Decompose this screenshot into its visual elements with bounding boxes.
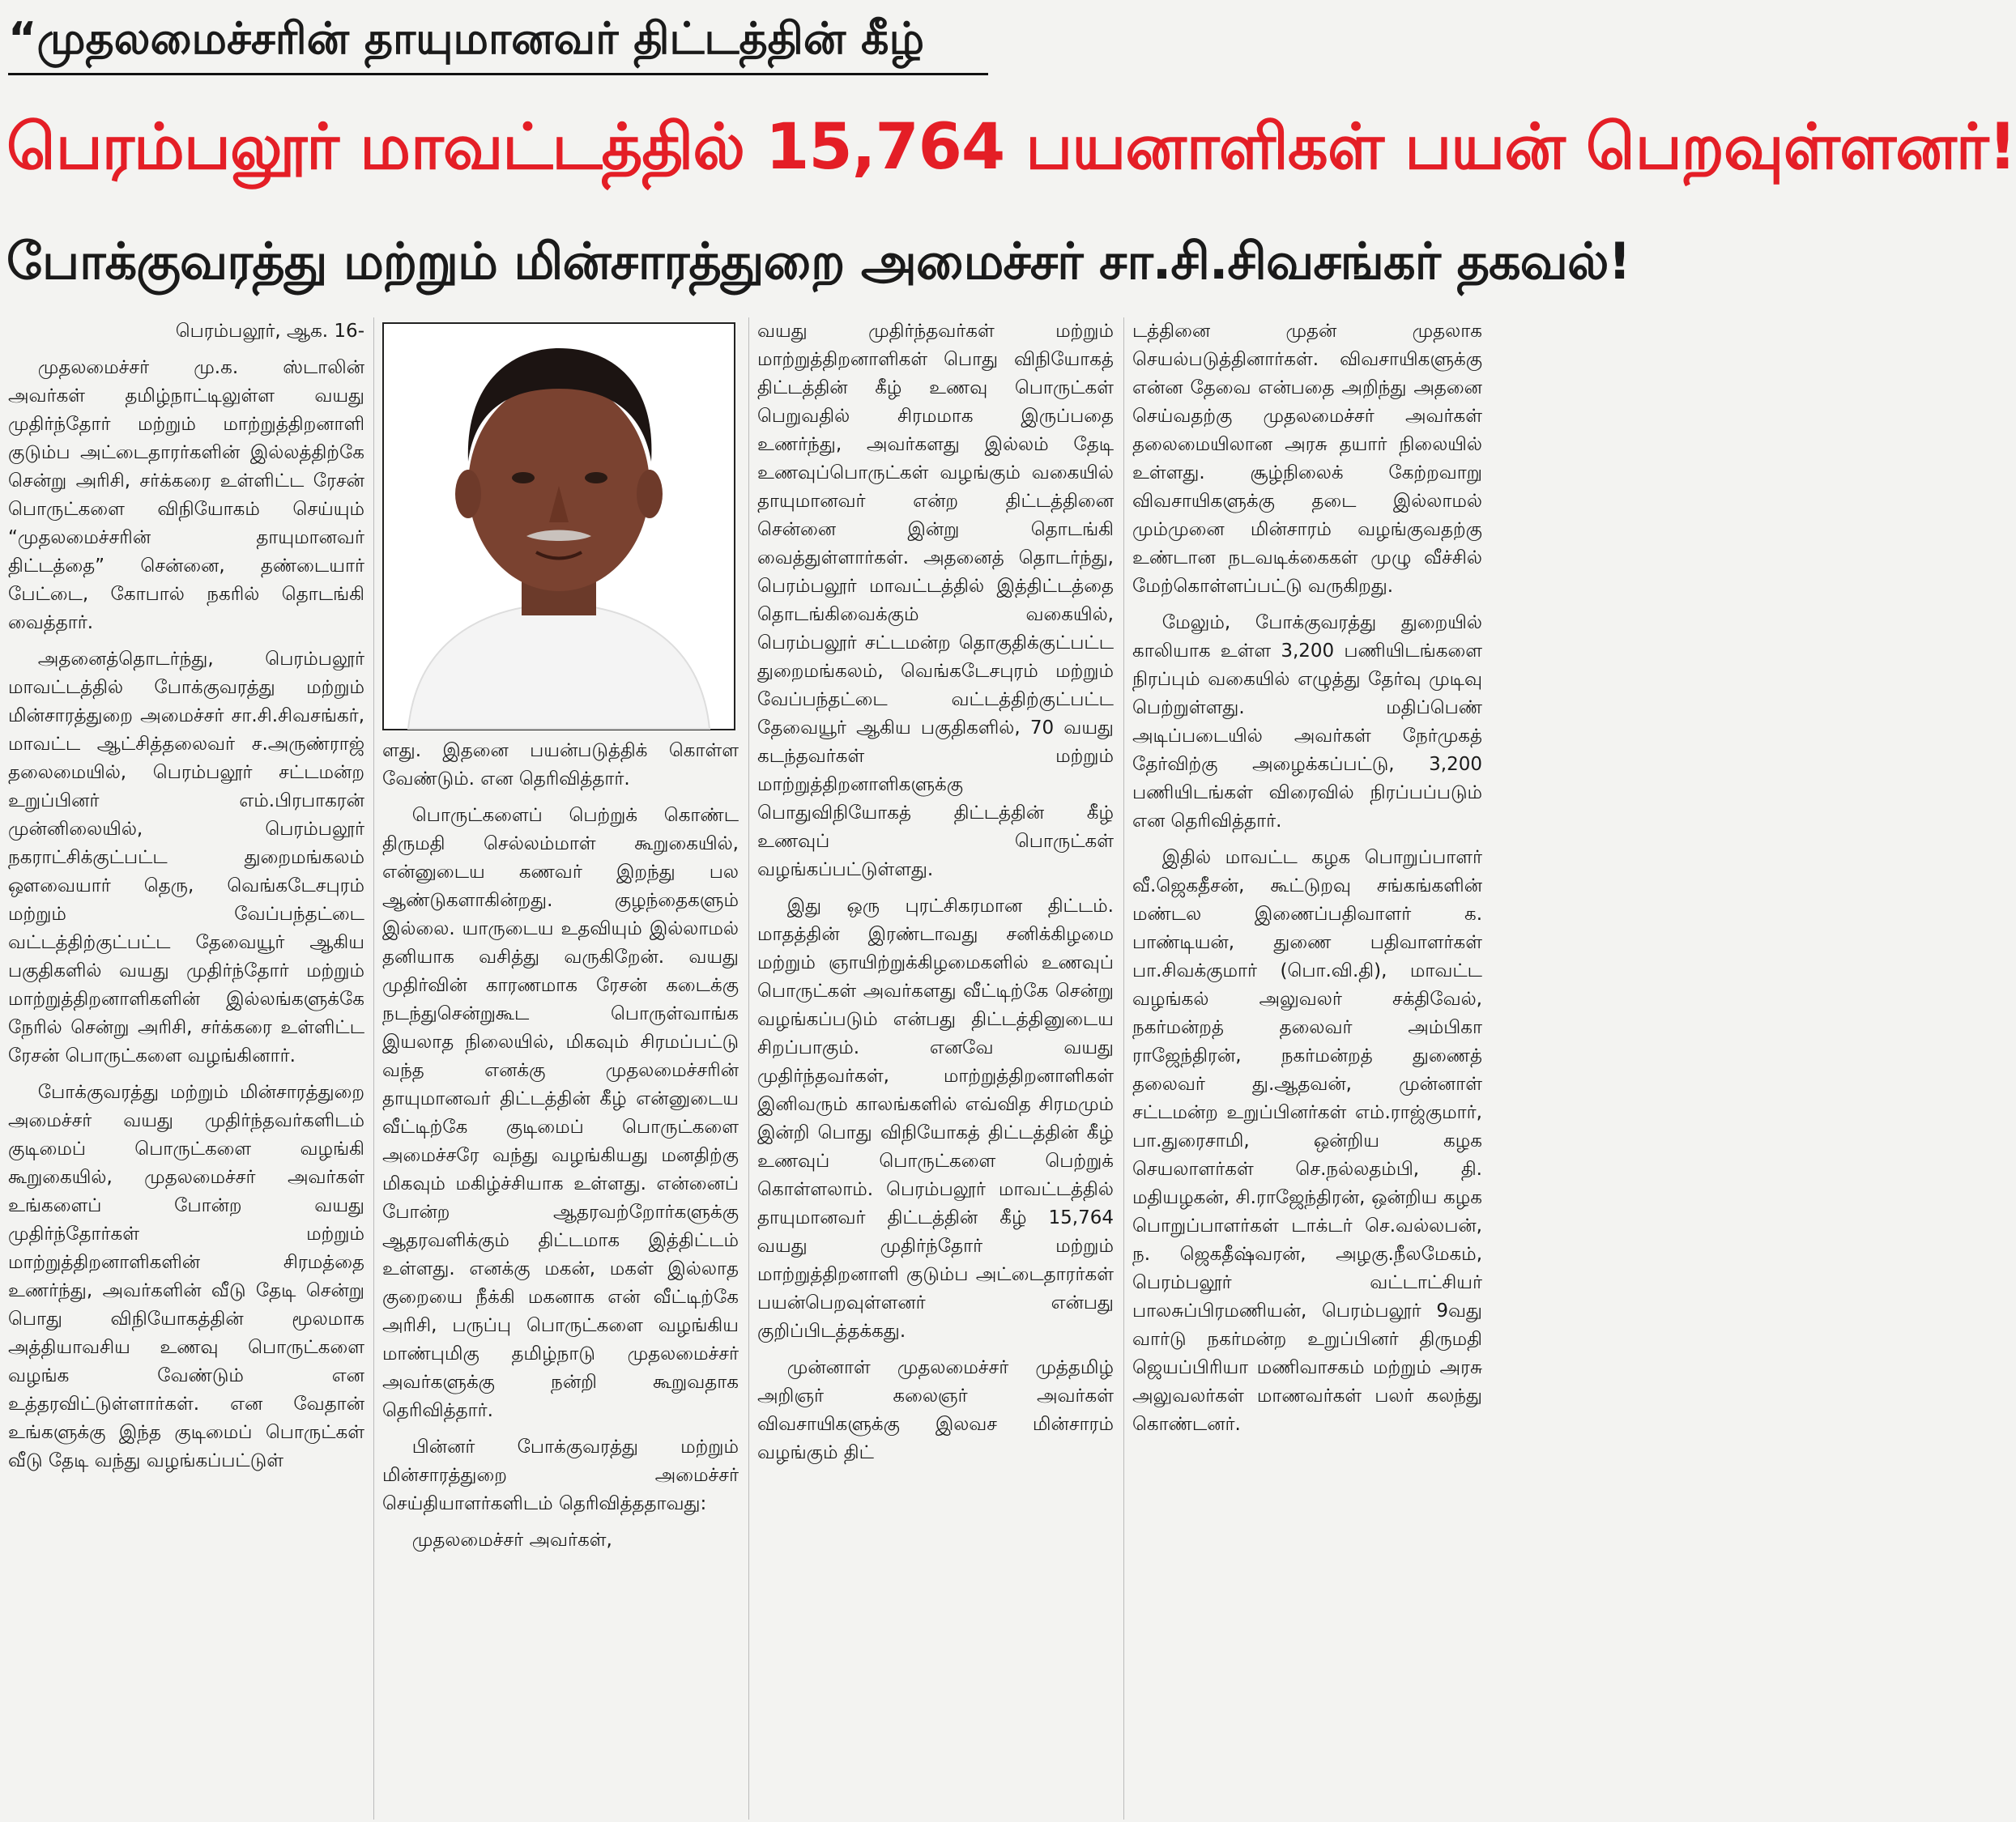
paragraph: ளது. இதனை பயன்படுத்திக் கொள்ள வேண்டும். என தெரிவித்தார்.: [382, 740, 739, 790]
paragraph: இது ஒரு புரட்சிகரமான திட்டம். மாதத்தின் இரண்டாவது சனிக்கிழமை மற்றும் ஞாயிற்றுக்கிழமைகளில் உணவுப் பொருட்கள் அவர்களது வீட்டிற்கே சென்று வழங்கப்படும் என்பது திட்டத்தினுடைய சிறப்பாகும். எனவே வயது முதிர்ந்தவர்கள், மாற்றுத்திறனாளிகள் இனிவரும் காலங்களில் எவ்வித சிரமமும் இன்றி பொது விநியோகத் திட்டத்தின் கீழ் உணவுப் பொருட்களை பெற்றுக் கொள்ளலாம். பெரம்பலூர் மாவட்டத்தில் தாயுமானவர் திட்டத்தின் கீழ் 15,764 வயது முதிர்ந்தோர் மற்றும் மாற்றுத்திறனாளி குடும்ப அட்டைதாரர்கள் பயன்பெறவுள்ளனர் என்பது குறிப்பிடத்தக்கது.: [757, 896, 1114, 1342]
paragraph: முதலமைச்சர் அவர்கள்,: [411, 1530, 612, 1551]
article-column-4: [1132, 317, 1482, 1820]
sub-headline: போக்குவரத்து மற்றும் மின்சாரத்துறை அமைச்சர் சா.சி.சிவசங்கர் தகவல்!: [6, 232, 1630, 291]
column-rule: [1123, 317, 1124, 1820]
column-rule: [748, 317, 749, 1820]
article-column-2: [382, 737, 739, 1820]
paragraph: பொருட்களைப் பெற்றுக் கொண்ட திருமதி செல்லம்மாள் கூறுகையில், என்னுடைய கணவர் இறந்து பல ஆண்டுகளாகின்றது. குழந்தைகளும் இல்லை. யாருடைய உதவியும் இல்லாமல் தனியாக வசித்து வருகிறேன். வயது முதிர்வின் காரணமாக ரேசன் கடைக்கு நடந்துசென்றுகூட பொருள்வாங்க இயலாத நிலையில், மிகவும் சிரமப்பட்டு வந்த எனக்கு முதலமைச்சரின் தாயுமானவர் திட்டத்தின் கீழ் என்னுடைய வீட்டிற்கே குடிமைப் பொருட்களை அமைச்சரே வந்து வழங்கியது மனதிற்கு மிகவும் மகிழ்ச்சியாக உள்ளது. என்னைப் போன்ற ஆதரவற்றோர்களுக்கு ஆதரவளிக்கும் திட்டமாக இத்திட்டம் உள்ளது. எனக்கு மகன், மகள் இல்லாத குறையை நீக்கி மகனாக என் வீட்டிற்கே அரிசி, பருப்பு பொருட்களை வழங்கிய மாண்புமிகு தமிழ்நாடு முதலமைச்சர் அவர்களுக்கு நன்றி கூறுவதாக தெரிவித்தார்.: [382, 805, 739, 1421]
portrait-image: [384, 324, 734, 729]
paragraph: போக்குவரத்து மற்றும் மின்சாரத்துறை அமைச்சர் வயது முதிர்ந்தவர்களிடம் குடிமைப் பொருட்களை வழங்கி கூறுகையில், முதலமைச்சர் அவர்கள் உங்களைப் போன்ற வயது முதிர்ந்தோர்கள் மற்றும் மாற்றுத்திறனாளிகளின் சிரமத்தை உணர்ந்து, அவர்களின் வீடு தேடி சென்று பொது விநியோகத்தின் மூலமாக அத்தியாவசிய உணவு பொருட்களை வழங்க வேண்டும் என உத்தரவிட்டுள்ளார்கள். என வேதான் உங்களுக்கு இந்த குடிமைப் பொருட்கள் வீடு தேடி வந்து வழங்கப்பட்டுள்: [8, 1082, 364, 1471]
paragraph: இதில் மாவட்ட கழக பொறுப்பாளர் வீ.ஜெகதீசன், கூட்டுறவு சங்கங்களின் மண்டல இணைப்பதிவாளர் க. பாண்டியன், துணை பதிவாளர்கள் பா.சிவக்குமார் (பொ.வி.தி), மாவட்ட வழங்கல் அலுவலர் சக்திவேல், நகர்மன்றத் தலைவர் அம்பிகா ராஜேந்திரன், நகர்மன்றத் துணைத் தலைவர் து.ஆதவன், முன்னாள் சட்டமன்ற உறுப்பினர்கள் எம்.ராஜ்குமார், பா.துரைசாமி, ஒன்றிய கழக செயலாளர்கள் செ.நல்லதம்பி, தி. மதியழகன், சி.ராஜேந்திரன், ஒன்றிய கழக பொறுப்பாளர்கள் டாக்டர் செ.வல்லபன், ந. ஜெகதீஷ்வரன், அழகு.நீலமேகம், பெரம்பலூர் வட்டாட்சியர் பாலசுப்பிரமணியன், பெரம்பலூர் 9வது வார்டு நகர்மன்ற உறுப்பினர் திருமதி ஜெயப்பிரியா மணிவாசகம் மற்றும் அரசு அலுவலர்கள் மாணவர்கள் பலர் கலந்து கொண்டனர்.: [1132, 847, 1482, 1435]
article-column-1: [8, 317, 364, 1820]
paragraph: முதலமைச்சர் மு.க. ஸ்டாலின் அவர்கள் தமிழ்நாட்டிலுள்ள வயது முதிர்ந்தோர் மற்றும் மாற்றுத்திறனாளி குடும்ப அட்டைதாரர்களின் இல்லத்திற்கே சென்று அரிசி, சர்க்கரை உள்ளிட்ட ரேசன் பொருட்களை விநியோகம் செய்யும் “முதலமைச்சரின் தாயுமானவர் திட்டத்தை” சென்னை, தண்டையார் பேட்டை, கோபால் நகரில் தொடங்கி வைத்தார்.: [8, 357, 364, 633]
paragraph: பின்னர் போக்குவரத்து மற்றும் மின்சாரத்துறை அமைச்சர் செய்தியாளர்களிடம் தெரிவித்ததாவது:: [382, 1437, 739, 1514]
portrait-photo: [382, 322, 735, 730]
main-headline: பெரம்பலூர் மாவட்டத்தில் 15,764 பயனாளிகள் பயன் பெறவுள்ளனர்!: [6, 111, 2016, 184]
paragraph: மேலும், போக்குவரத்து துறையில் காலியாக உள்ள 3,200 பணியிடங்களை நிரப்பும் வகையில் எழுத்து தேர்வு முடிவு பெற்றுள்ளது. மதிப்பெண் அடிப்படையில் அவர்கள் நேர்முகத் தேர்விற்கு அழைக்கப்பட்டு, 3,200 பணியிடங்கள் விரைவில் நிரப்பப்படும் என தெரிவித்தார்.: [1132, 612, 1482, 832]
paragraph: வயது முதிர்ந்தவர்கள் மற்றும் மாற்றுத்திறனாளிகள் பொது விநியோகத் திட்டத்தின் கீழ் உணவு பொருட்கள் பெறுவதில் சிரமமாக இருப்பதை உணர்ந்து, அவர்களது இல்லம் தேடி உணவுப்பொருட்கள் வழங்கும் வகையில் தாயுமானவர் என்ற திட்டத்தினை சென்னை இன்று தொடங்கி வைத்துள்ளார்கள். அதனைத் தொடர்ந்து, பெரம்பலூர் மாவட்டத்தில் இத்திட்டத்தை தொடங்கிவைக்கும் வகையில், பெரம்பலூர் சட்டமன்ற தொகுதிக்குட்பட்ட துறைமங்கலம், வெங்கடேசபுரம் மற்றும் வேப்பந்தட்டை வட்டத்திற்குட்பட்ட தேவையூர் ஆகிய பகுதிகளில், 70 வயது கடந்தவர்கள் மற்றும் மாற்றுத்திறனாளிகளுக்கு பொதுவிநியோகத் திட்டத்தின் கீழ் உணவுப் பொருட்கள் வழங்கப்பட்டுள்ளது.: [757, 321, 1114, 880]
kicker-headline: “முதலமைச்சரின் தாயுமானவர் திட்டத்தின் கீழ்: [8, 5, 988, 75]
article-column-3: [757, 317, 1114, 1820]
column-rule: [373, 317, 374, 1820]
paragraph: அதனைத்தொடர்ந்து, பெரம்பலூர் மாவட்டத்தில் போக்குவரத்து மற்றும் மின்சாரத்துறை அமைச்சர் சா.சி.சிவசங்கர், மாவட்ட ஆட்சித்தலைவர் ச.அருண்ராஜ் தலைமையில், பெரம்பலூர் சட்டமன்ற உறுப்பினர் எம்.பிரபாகரன் முன்னிலையில், பெரம்பலூர் நகராட்சிக்குட்பட்ட துறைமங்கலம் ஔவையார் தெரு, வெங்கடேசபுரம் மற்றும் வேப்பந்தட்டை வட்டத்திற்குட்பட்ட தேவையூர் ஆகிய பகுதிகளில் வயது முதிர்ந்தோர் மற்றும் மாற்றுத்திறனாளிகளின் இல்லங்களுக்கே நேரில் சென்று அரிசி, சர்க்கரை உள்ளிட்ட ரேசன் பொருட்களை வழங்கினார்.: [8, 649, 364, 1066]
paragraph: முன்னாள் முதலமைச்சர் முத்தமிழ் அறிஞர் கலைஞர் அவர்கள் விவசாயிகளுக்கு இலவச மின்சாரம் வழங்கும் திட்: [757, 1357, 1114, 1463]
dateline: பெரம்பலூர், ஆக. 16-: [175, 321, 364, 342]
paragraph: டத்தினை முதன் முதலாக செயல்படுத்தினார்கள். விவசாயிகளுக்கு என்ன தேவை என்பதை அறிந்து அதனை செய்வதற்கு முதலமைச்சர் அவர்கள் தலைமையிலான அரசு தயார் நிலையில் உள்ளது. சூழ்நிலைக் கேற்றவாறு விவசாயிகளுக்கு தடை இல்லாமல் மும்முனை மின்சாரம் வழங்குவதற்கு உண்டான நடவடிக்கைகள் முழு வீச்சில் மேற்கொள்ளப்பட்டு வருகிறது.: [1132, 321, 1482, 597]
